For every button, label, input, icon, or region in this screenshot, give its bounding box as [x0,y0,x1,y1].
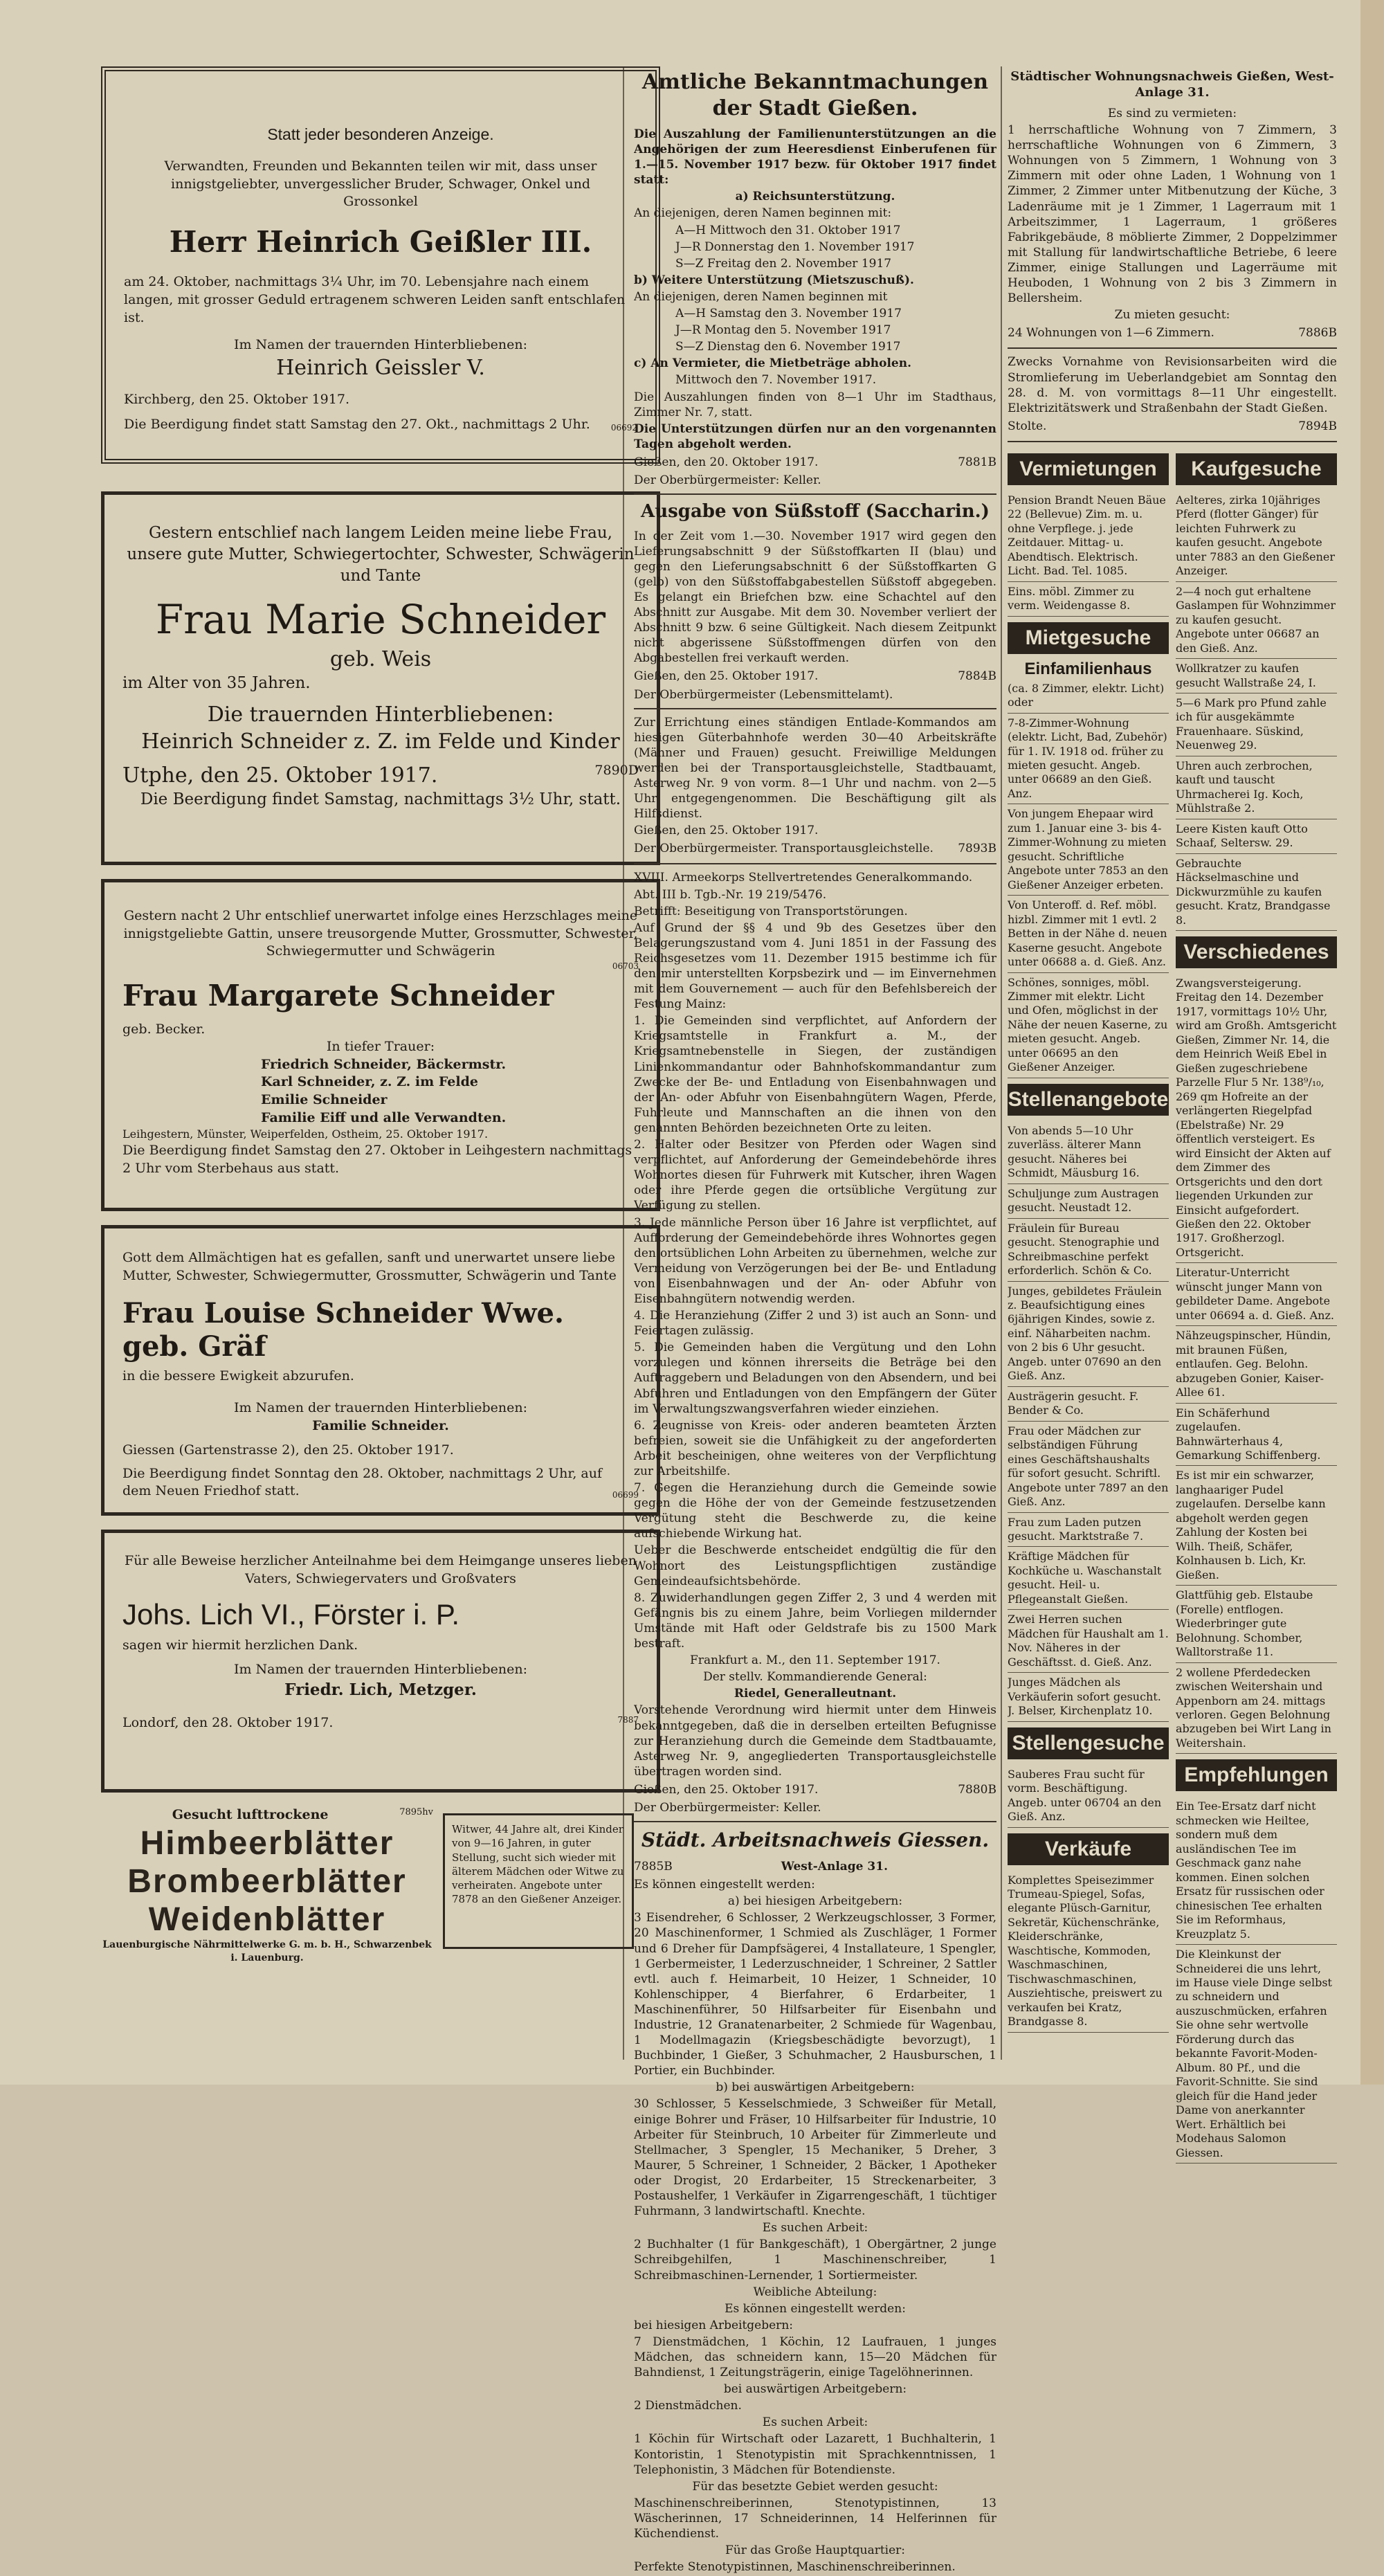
text: Die Auszahlungen finden von 8—1 Uhr im Stadthaus, Zimmer Nr. 7, statt. [634,390,996,419]
text: Zur Errichtung eines ständigen Entlade-Kommandos am hiesigen Güterbahnhofe werden 30—40 Arbeitskräfte (Männer und Frauen) gesucht. Freiwillige Meldungen werden bei der Transportausgleichstelle, Stadtbauamt, Asterweg Nr. 9 von vorm. 8—1 Uhr und nachm. von 2—5 Uhr entgegengenommen. Die Beschäftigung gilt als Hilfsdienst. [634,715,996,822]
place-date: Gießen, den 25. Oktober 1917. [634,669,819,684]
age: im Alter von 35 Jahren. [122,673,311,692]
signer: Riedel, Generalleutnant. [734,1687,897,1701]
para: Ueber die Beschwerde entscheidet endgültig die für den Wohnort des Leistungspflichtigen zuständige Gemeindeaufsichtsbehörde. [634,1543,996,1588]
line: A—H Mittwoch den 31. Oktober 1917 [675,223,901,237]
text: Gott dem Allmächtigen hat es gefallen, sanft und unerwartet unsere liebe Mutter, Schwester, Schwiegermutter, Grossmutter, Schwägerin und Tante [122,1250,617,1283]
line: Perfekte Stenotypistinnen, Maschinenschreiberinnen. [634,2560,956,2575]
ad: Aelteres, zirka 10jähriges Pferd (flotter Gänger) für leichten Fuhrwerk zu kaufen gesucht. Angebote unter 7883 an den Gießener Anzeiger. [1176,491,1337,582]
subhead: a) Reichsunterstützung. [735,190,895,204]
ad: Junges, gebildetes Fräulein z. Beaufsichtigung eines 6jährigen Kindes, sowie z. einf. Näharbeiten nachm. von 2 bis 6 Uhr gesucht. Angeb. unter 07690 an den Gieß. Anz. [1008,1282,1169,1387]
place-date: Gießen, den 20. Oktober 1917. [634,455,819,469]
text: Verwandten, Freunden und Bekannten teilen wir mit, dass unser innigstgeliebter, unvergesslicher Bruder, Schwager, Onkel und Grossonkel [164,158,597,210]
line: 1 Köchin für Wirtschaft oder Lazarett, 1 Buchhalterin, 1 Kontoristin, 1 Stenotypistin mit Sprachkenntnissen, 1 Telephonistin, 3 Mädchen für Botendienste. [634,2432,996,2477]
born: geb. Becker. [122,1021,206,1037]
place-date: Frankfurt a. M., den 11. September 1917. [690,1653,940,1668]
line: 2 Dienstmädchen. [634,2399,742,2413]
text: Gestern nacht 2 Uhr entschlief unerwartet infolge eines Herzschlages meine innigstgeliebte Gattin, unsere treusorgende Mutter, Grossmutter, Schwester, Schwiegermutter und Schwägerin [123,908,638,959]
line: Es suchen Arbeit: [762,2415,868,2430]
text: Die Auszahlung der Familienunterstützungen an die Angehörigen der zum Heeresdienst Einberufenen für 1.—15. November 1917 bezw. für Oktober 1917 findet statt: [634,127,996,188]
line: J—R Donnerstag den 1. November 1917 [675,239,915,254]
detail: am 24. Oktober, nachmittags 3¼ Uhr, im 70. Lebensjahre nach einem langen, mit grosser Geduld ertragenem schweren Leiden sanft entschlafen ist. [124,274,626,325]
rule [634,863,996,864]
line: Maschinenschreiberinnen, Stenotypistinnen, 13 Wäscherinnen, 17 Schneiderinnen, 14 Helferinnen für Küchendienst. [634,2496,996,2541]
subject: Betrifft: Beseitigung von Transportstörungen. [634,904,908,918]
line: S—Z Freitag den 2. November 1917 [675,256,892,271]
line: bei hiesigen Arbeitgebern: [634,2318,793,2332]
heading-empfehlungen: Empfehlungen [1176,1759,1337,1791]
ad: Leere Kisten kauft Otto Schaaf, Seltersw. 29. [1176,819,1337,854]
section-title: Amtliche Bekanntmachungen der Stadt Gießen. [641,70,989,120]
line: S—Z Dienstag den 6. November 1917 [675,340,901,354]
ad: Komplettes Speisezimmer Trumeau-Spiegel, Sofas, elegante Plüsch-Garnitur, Sekretär, Küchenschränke, Kleiderschränke, Waschtische, Kommoden, Waschmaschinen, Tischwaschmaschinen, Ausziehtische, preiswert zu verkaufen bei Kratz, Brandgasse 8. [1008,1871,1169,2033]
mourner: Familie Eiff und alle Verwandten. [261,1109,507,1125]
para: 4. Die Heranziehung (Ziffer 2 und 3) ist auch an Sonn- und Feiertagen zulässig. [634,1309,996,1339]
code: 7881B [958,455,996,469]
code: 7890D [594,762,639,778]
ad: Junges Mädchen als Verkäuferin sofort gesucht. J. Belser, Kirchenplatz 10. [1008,1673,1169,1721]
line: Es sind zu vermieten: [1107,107,1237,120]
rule [1008,441,1337,442]
ad: Es ist mir ein schwarzer, langhaariger Pudel zugelaufen. Derselbe kann abgeholt werden gegen Zahlung der Kosten bei Wilh. Theiß, Schäfer, Kolnhausen b. Lich, Kr. Gießen. [1176,1466,1337,1586]
column-classifieds [1008,66,1337,2164]
detail: in die bessere Ewigkeit abzurufen. [122,1368,354,1384]
ad: Schuljunge zum Austragen gesucht. Neustadt 12. [1008,1184,1169,1219]
ref: Abt. III b. Tgb.-Nr. 19 219/5476. [634,887,827,902]
rule [1008,347,1337,349]
ad: Schönes, sonniges, möbl. Zimmer mit elektr. Licht und Ofen, möglichst in der Nähe der neuen Kaserne, zu mieten gesucht. Angeb. unter 06695 an den Gießener Anzeiger. [1008,973,1169,1078]
line: Es können eingestellt werden: [634,1878,815,1892]
line: a) bei hiesigen Arbeitgebern: [727,1894,903,1909]
ad: Kräftige Mädchen für Kochküche u. Waschanstalt gesucht. Heil- u. Pflegeanstalt Gießen. [1008,1547,1169,1610]
mourner: Emilie Schneider [261,1092,388,1108]
line: 3 Eisendreher, 6 Schlosser, 2 Werkzeugschlosser, 3 Former, 20 Maschinenformer, 1 Schmied als Zuschläger, 1 Former und 6 Dreher für Dampfsägerei, 4 Installateure, 1 Spengler, 1 Gerbermeister, 1 Lederzuschneider, 1 Schreiner, 2 Sattler evtl. auch f. Heimarbeit, 10 Heizer, 1 Schneider, 10 Kohlenschipper, 4 Bierfahrer, 6 Erdarbeiter, 1 Maschinenführer, 50 Hilfsarbeiter für Eisenbahn und Industrie, 12 Granatenarbeiter, 2 Schmiede für Wagenbau, 1 Modellmagazin (Kriegsbeschädigte bevorzugt), 1 Buchbinder, 1 Gießer, 3 Schuhmacher, 2 Hausburschen, 1 Portier, ein Buchbinder. [634,1911,996,2078]
line: Zu mieten gesucht: [1114,308,1230,323]
ad: Von abends 5—10 Uhr zuverläss. älterer Mann gesucht. Näheres bei Schmidt, Mäusburg 16. [1008,1121,1169,1184]
para: 5. Die Gemeinden haben die Vergütung und den Lohn vorzulegen und können ihrerseits die Beträge bei den Auftraggebern und Beladungen von den Absendern, und bei Abfuhren und Entladungen von den Empfängern der Güter im Verwaltungszwangsverfahren wieder einziehen. [634,1341,996,1416]
rule [634,708,996,709]
heading-kaufgesuche: Kaufgesuche [1176,453,1337,485]
subhead: b) Weitere Unterstützung (Mietszuschuß). [634,273,914,287]
line: Es suchen Arbeit: [762,2221,868,2235]
ad: Wollkratzer zu kaufen gesucht Wallstraße 24, I. [1176,659,1337,693]
ad: Eins. möbl. Zimmer zu verm. Weidengasse 8. [1008,582,1169,617]
ad: Glattfühig geb. Elstaube (Forelle) entflogen. Wiederbringer gute Belohnung. Schomber, Walltorstraße 11. [1176,1586,1337,1662]
line: 2 Buchhalter (1 für Bankgeschäft), 1 Obergärtner, 2 junge Schreibgehilfen, 1 Maschinenschreiber, 1 Schreibmaschinen-Lernender, 1 Sortiermeister. [634,2238,996,2283]
mourner: Heinrich Schneider z. Z. im Felde und Kinder [141,729,620,754]
mourner: Friedr. Lich, Metzger. [284,1680,477,1699]
ad: Von Unteroff. d. Ref. möbl. hizbl. Zimmer mit 1 evtl. 2 Betten in der Nähe d. neuen Kaserne gesucht. Angebote unter 06688 a. d. Gieß. Anz. [1008,896,1169,972]
mourners-intro: Im Namen der trauernden Hinterbliebenen: [233,337,528,353]
funeral: Die Beerdigung findet Samstag, nachmittags 3½ Uhr, statt. [140,790,621,808]
deceased-name: Frau Louise Schneider Wwe. geb. Gräf [122,1297,564,1363]
line: J—R Montag den 5. November 1917 [675,323,891,338]
heading-verkaeufe: Verkäufe [1008,1833,1169,1865]
heading-vermietungen: Vermietungen [1008,453,1169,485]
rule [634,1821,996,1822]
signer: Stolte. [1008,419,1047,433]
text: Witwer, 44 Jahre alt, drei Kinder von 9—16 Jahren, in guter Stellung, sucht sich wieder mit älterem Mädchen oder Witwe zu verheiraten. Angebote unter 7878 an den Gießener Anzeiger. [452,1823,624,1906]
mourner: Familie Schneider. [312,1417,449,1433]
line: 1 herrschaftliche Wohnung von 7 Zimmern, 3 herrschaftliche Wohnungen von 6 Zimmern, 3 Wohnungen von 5 Zimmern, 1 Wohnung von 3 Zimmern mit oder ohne Laden, 1 Wohnung von 1 Zimmer, 2 Zimmer unter Mitbenutzung der Küche, 3 Ladenräume mit je 1 Zimmer, 1 Lagerraum mit 1 Arbeitszimmer, 1 Lagerraum, 1 größeres Fabrikgebäude, 8 möblierte Zimmer, 2 Doppelzimmer mit Stallung für landwirtschaftliche Betriebe, 6 leere Zimmer, einige Stallungen und Lagerräume mit Heuboden, 1 Wohnung von 2 bis 3 Zimmern in Bellersheim. [1008,123,1337,306]
mourners-intro: Die trauernden Hinterbliebenen: [207,702,554,727]
thanks: sagen wir hiermit herzlichen Dank. [122,1637,358,1653]
deceased-name: Frau Marie Schneider [155,596,606,644]
head: Gesucht lufttrockene [172,1807,329,1822]
line: An diejenigen, deren Namen beginnen mit [634,289,888,304]
text: Zwecks Vornahme von Revisionsarbeiten wird die Stromlieferung im Ueberlandgebiet am Sonntag den 28. d. M. von vormittags 8—11 Uhr eingestellt. Elektrizitätswerk und Straßenbahn der Stadt Gießen. [1008,355,1337,415]
code: 7885B [634,1860,673,1874]
mourners-intro: Im Namen der trauernden Hinterbliebenen: [233,1399,528,1415]
line: Für das Große Hauptquartier: [725,2543,906,2558]
line: b) bei auswärtigen Arbeitgebern: [716,2080,915,2095]
code: 7895hv [399,1807,433,1817]
line: Es können eingestellt werden: [725,2301,906,2316]
ad: Zwei Herren suchen Mädchen für Haushalt am 1. Nov. Näheres in der Geschäftsst. d. Gieß. Anz. [1008,1610,1169,1673]
page-edge [1360,0,1384,2085]
ad: 2 wollene Pferdedecken zwischen Weitershain und Appenborn am 24. mittags verloren. Gegen Belohnung abzugeben bei Wirt Lang in Weitershain. [1176,1663,1337,1754]
ad-widower [443,1813,634,1949]
line: A—H Samstag den 3. November 1917 [675,307,902,321]
place-date: Londorf, den 28. Oktober 1917. [122,1715,334,1730]
para: 2. Halter oder Besitzer von Pferden oder Wagen sind verpflichtet, auf Anforderung der Gemeindebehörde ihres Wohnortes diesen für Fuhrwerk mit Kutscher, ihren Wagen oder ihre Pferde gegen die ortsübliche Vergütung zur Verfügung zu stellen. [634,1138,996,1213]
ad: (ca. 8 Zimmer, elektr. Licht) oder [1008,679,1169,714]
column-rule [1001,66,1002,2060]
section-title: Städt. Arbeitsnachweis Giessen. [641,1829,990,1852]
ad: Die Kleinkunst der Schneiderei die uns lehrt, im Hause viele Dinge selbst zu schneidern und auszuschmücken, erfahren Sie ohne sehr wertvolle Förderung durch das bekannte Favorit-Moden-Album. 80 Pf., und die Favorit-Schnitte. Sie sind gleich für die Hand jeder Dame von anerkannter Wert. Erhältlich bei Modehaus Salomon Giessen. [1176,1945,1337,2164]
place-date: Utphe, den 25. Oktober 1917. [122,763,438,788]
para: 6. Zeugnisse von Kreis- oder anderen beamteten Ärzten befreien, soweit sie die Unfähigkeit zu der angeforderten Arbeit bescheinigen, ohne weiteres von der Verpflichtung zur Arbeitshilfe. [634,1418,996,1478]
place-date: Gießen, den 25. Oktober 1917. [634,1782,819,1797]
heading-mietgesuche: Mietgesuche [1008,622,1169,654]
ad-title: Einfamilienhaus [1024,659,1152,678]
line: 7 Dienstmädchen, 1 Köchin, 12 Laufrauen, 1 junges Mädchen, das schneidern kann, 15—20 Mädchen für Bahndienst, 1 Zeitungsträgerin, einige Tagelöhnerinnen. [634,2334,996,2380]
born: geb. Weis [329,646,432,671]
code: 06699 [612,1489,639,1500]
para: Auf Grund der §§ 4 und 9b des Gesetzes über den Belagerungszustand vom 4. Juni 1851 in der Fassung des Reichsgesetzes vom 11. Dezember 1915 bestimme ich für den mir unterstellten Korpsbezirk und — im Einvernehmen mit dem Gouvernement — auch für den Befehlsbereich der Festung Mainz: [634,920,996,1012]
firm: Lauenburgische Nährmittelwerke G. m. b. H., Schwarzenbek i. Lauenburg. [102,1939,432,1964]
line: Für das besetzte Gebiet werden gesucht: [692,2479,938,2494]
deceased-name: Herr Heinrich Geißler III. [169,224,592,259]
ad: Frau oder Mädchen zur selbständigen Führung eines Geschäftshaushalts für sofort gesucht. Schriftl. Angebote unter 7897 an den Gieß. Anz. [1008,1422,1169,1513]
code: 7880B [958,1782,996,1797]
ad: Ein Tee-Ersatz darf nicht schmecken wie Heiltee, sondern muß dem ausländischen Tee im Geschmack ganz nahe kommen. Einen solchen Ersatz für russischen oder chinesischen Tee erhalten Sie im Reformhaus, Kreuzplatz 5. [1176,1797,1337,1945]
para: 1. Die Gemeinden sind verpflichtet, auf Anfordern der Kriegsamtstelle in Frankfurt a. M., der Kriegsamtnebenstelle in Siegen, der zuständigen Linienkommandantur oder Bahnhofskommandantur zum Zwecke der Be- und Entladung von Eisenbahnwagen und der An- oder Abfuhr von Eisenbahngütern Wagen, Pferde, Fuhrleute und Mannschaften an die ihnen von den genannten Behörden bezeichneten Orte zu leiten. [634,1014,996,1135]
text: Vorstehende Verordnung wird hiermit unter dem Hinweis bekanntgegeben, daß die in derselben erteilten Befugnisse zur Heranziehung durch die Gemeinde dem Stadtbauamte, Asterweg Nr. 9, angegliederten Transportausgleichstelle übertragen worden sind. [634,1703,996,1779]
ad: Literatur-Unterricht wünscht junger Mann von gebildeter Dame. Angebote unter 06694 a. d. Gieß. Anz. [1176,1263,1337,1326]
code: 7887 [617,1715,639,1725]
mourner: Friedrich Schneider, Bäckermstr. [261,1056,507,1072]
obituary-geissler [101,66,660,464]
ad: Sauberes Frau sucht für vorm. Beschäftigung. Angeb. unter 06704 an den Gieß. Anz. [1008,1765,1169,1828]
line: An diejenigen, deren Namen beginnen mit: [634,206,892,221]
deceased-name: Johs. Lich VI., Förster i. P. [122,1598,460,1631]
ad: Gebrauchte Häckselmaschine und Dickwurzmühle zu kaufen gesucht. Kratz, Brandgasse 8. [1176,854,1337,931]
heading-stellengesuche: Stellengesuche [1008,1727,1169,1759]
ad: Zwangsversteigerung. Freitag den 14. Dezember 1917, vormittags 10½ Uhr, wird am Großh. Amtsgericht Gießen, Zimmer Nr. 14, die dem Heinrich Weiß Ebel in Gießen zugeschriebene Parzelle Flur 5 Nr. 138⁹/₁₀, 269 qm Hofreite an der verlängerten Riegelpfad (Ebelstraße) Nr. 29 öffentlich versteigert. Es wird Einsicht der Akten auf dem Zimmer des Ortsgerichts und den dort liegenden Urkunden zur Einsicht aufgefordert. Gießen den 22. Oktober 1917. Großherzogl. Ortsgericht. [1176,974,1337,1263]
funeral: Die Beerdigung findet Samstag den 27. Oktober in Leihgestern nachmittags 2 Uhr vom Sterbehaus aus statt. [122,1142,632,1176]
signer: Der Oberbürgermeister (Lebensmittelamt). [634,687,893,702]
line: 24 Wohnungen von 1—6 Zimmern. [1008,326,1214,341]
ad: Frau zum Laden putzen gesucht. Marktstraße 7. [1008,1513,1169,1548]
para: 7. Gegen die Heranziehung durch die Gemeinde sowie gegen die Höhe der von der Gemeinde festzusetzenden Vergütung steht die Beschwerde zu, die keine aufschiebende Wirkung hat. [634,1481,996,1541]
line: bei auswärtigen Arbeitgebern: [723,2382,907,2397]
funeral: Die Beerdigung findet Sonntag den 28. Oktober, nachmittags 2 Uhr, auf dem Neuen Friedhof statt. [122,1465,603,1499]
signer: Der Oberbürgermeister: Keller. [634,473,821,487]
text: Für alle Beweise herzlicher Anteilnahme bei dem Heimgange unseres lieben Vaters, Schwiegervaters und Großvaters [125,1553,637,1586]
subhead: West-Anlage 31. [781,1860,888,1874]
heading-verschiedenes: Verschiedenes [1176,936,1337,968]
mourners-intro: Im Namen der trauernden Hinterbliebenen: [233,1662,528,1678]
line: Mittwoch den 7. November 1917. [675,373,877,388]
funeral: Die Beerdigung findet statt Samstag den 27. Okt., nachmittags 2 Uhr. [124,416,590,432]
ad: 7-8-Zimmer-Wohnung (elektr. Licht, Bad, Zubehör) für 1. IV. 1918 od. früher zu mieten gesucht. Angeb. unter 06689 an den Gieß. Anz. [1008,714,1169,805]
para: 3. Jede männliche Person über 16 Jahre ist verpflichtet, auf Aufforderung der Gemeindebehörde ihres Wohnortes gegen den ortsüblichen Lohn Arbeiten zu übernehmen, welche zur Vermeidung von Verzögerungen bei der Be- und Entladung von Eisenbahnwagen und der An- oder Abfuhr von Eisenbahngütern notwendig werden. [634,1215,996,1306]
text: In der Zeit vom 1.—30. November 1917 wird gegen den Lieferungsabschnitt 9 der Süßstoffkarten II (blau) und gegen den Lieferungsabschnitt 6 der Süßstoffkarten G (gelb) von den Süßstoffabgabestellen Süßstoff abgegeben. Es gelangt ein Briefchen bzw. eine Schachtel auf den Abschnitt zur Ausgabe. Mit dem 30. November verliert der Abschnitt 9 bzw. 6 seine Gültigkeit. Nach diesem Zeitpunkt nicht abgerissene Süßstoffmengen dürfen von den Abgabestellen frei verkauft werden. [634,529,996,666]
deceased-name: Frau Margarete Schneider [122,979,554,1013]
column-official [634,66,996,2576]
place-date: Kirchberg, den 25. Oktober 1917. [124,391,349,407]
ad-leaves [101,1806,433,1965]
place-date: Giessen (Gartenstrasse 2), den 25. Oktober 1917. [122,1442,454,1458]
leaf-line: Brombeerblätter [127,1862,407,1900]
signer: Der Oberbürgermeister. Transportausgleichstelle. [634,842,934,856]
obituary-marie-schneider [101,491,660,865]
code: 7886B [1298,326,1337,341]
text: Die Unterstützungen dürfen nur an den vorgenannten Tagen abgeholt werden. [634,421,996,451]
code: 7894B [1298,419,1337,433]
sorrow: In tiefer Trauer: [326,1039,435,1055]
line: 30 Schlosser, 5 Kesselschmiede, 3 Schweißer für Metall, einige Bohrer und Fräser, 10 Hilfsarbeiter für Industrie, 10 Arbeiter für Steinbruch, 10 Arbeiter für Zimmerleute und Stellmacher, 3 Spengler, 15 Mechaniker, 5 Dreher, 3 Maurer, 5 Schreiner, 1 Schneider, 2 Bäcker, 1 Apotheker oder Drogist, 20 Erdarbeiter, 15 Streckenarbeiter, 3 Postaushelfer, 1 Verkäufer in Zigarrengeschäft, 1 tüchtiger Fuhrmann, 3 landwirtschaftl. Knechte. [634,2097,996,2219]
ad: Nähzeugspinscher, Hündin, mit braunen Füßen, entlaufen. Geg. Belohn. abzugeben Gonier, Kaiser-Allee 61. [1176,1326,1337,1403]
ad: Pension Brandt Neuen Bäue 22 (Bellevue) Zim. m. u. ohne Verpflege. j. jede Zeitdauer. Mittag- u. Abendtisch. Elektrisch. Licht. Bad. Tel. 1085. [1008,491,1169,582]
text: Gestern entschlief nach langem Leiden meine liebe Frau, unsere gute Mutter, Schwiegertochter, Schwester, Schwägerin und Tante [127,524,635,586]
subhead: c) An Vermieter, die Mietbeträge abholen. [634,356,911,371]
place-date: Gießen, den 25. Oktober 1917. [634,824,819,838]
thanks-lich [101,1530,660,1793]
line: Weibliche Abteilung: [753,2285,877,2299]
ad: Uhren auch zerbrochen, kauft und tauscht Uhrmacherei Ig. Koch, Mühlstraße 2. [1176,756,1337,819]
classifieds-right [1176,448,1337,2164]
para: 8. Zuwiderhandlungen gegen Ziffer 2, 3 und 4 werden mit Gefängnis bis zu einem Jahre, beim Vorliegen mildernder Umstände mit Haft oder Geldstrafe bis zu 1500 Mark bestraft. [634,1590,996,1651]
code: 06692 [610,423,637,433]
ad: 2—4 noch gut erhaltene Gaslampen für Wohnzimmer zu kaufen gesucht. Angebote unter 06687 an den Gieß. Anz. [1176,582,1337,659]
mourner: Heinrich Geissler V. [276,355,485,380]
code: 06703 [612,961,639,971]
ad: 5—6 Mark pro Pfund zahle ich für ausgekämmte Frauenhaare. Süskind, Neuenweg 29. [1176,693,1337,756]
column-obituaries [101,66,660,1965]
classifieds-left [1008,448,1169,2164]
ad: Austrägerin gesucht. F. Bender & Co. [1008,1387,1169,1422]
obituary-louise-schneider [101,1225,660,1516]
heading-stellenangebote: Stellenangebote [1008,1084,1169,1116]
code: 7884B [958,669,996,684]
ad: Von jungem Ehepaar wird zum 1. Januar eine 3- bis 4-Zimmer-Wohnung zu mieten gesucht. Schriftliche Angebote unter 7853 an den Gießener Anzeiger erbeten. [1008,804,1169,896]
signer: Der stellv. Kommandierende General: [703,1670,927,1685]
head: XVIII. Armeekorps Stellvertretendes Generalkommando. [634,871,973,885]
intro: Statt jeder besonderen Anzeige. [267,125,494,143]
places: Leihgestern, Münster, Weiperfelden, Ostheim, 25. Oktober 1917. [122,1127,489,1141]
signer: Der Oberbürgermeister: Keller. [634,1800,821,1815]
ad: Ein Schäferhund zugelaufen. Bahnwärterhaus 4, Gemarkung Schiffenberg. [1176,1404,1337,1467]
leaf-line: Weidenblätter [148,1901,386,1939]
mourner: Karl Schneider, z. Z. im Felde [261,1074,478,1090]
section-title: Städtischer Wohnungsnachweis Gießen, West-Anlage 31. [1010,69,1334,100]
code: 7893B [958,842,996,856]
section-title: Ausgabe von Süßstoff (Saccharin.) [641,501,990,523]
leaf-line: Himbeerblätter [140,1824,394,1862]
rule [634,493,996,495]
obituary-margarete-schneider [101,879,660,1211]
ad: Fräulein für Bureau gesucht. Stenographie und Schreibmaschine perfekt erforderlich. Schön & Co. [1008,1219,1169,1282]
